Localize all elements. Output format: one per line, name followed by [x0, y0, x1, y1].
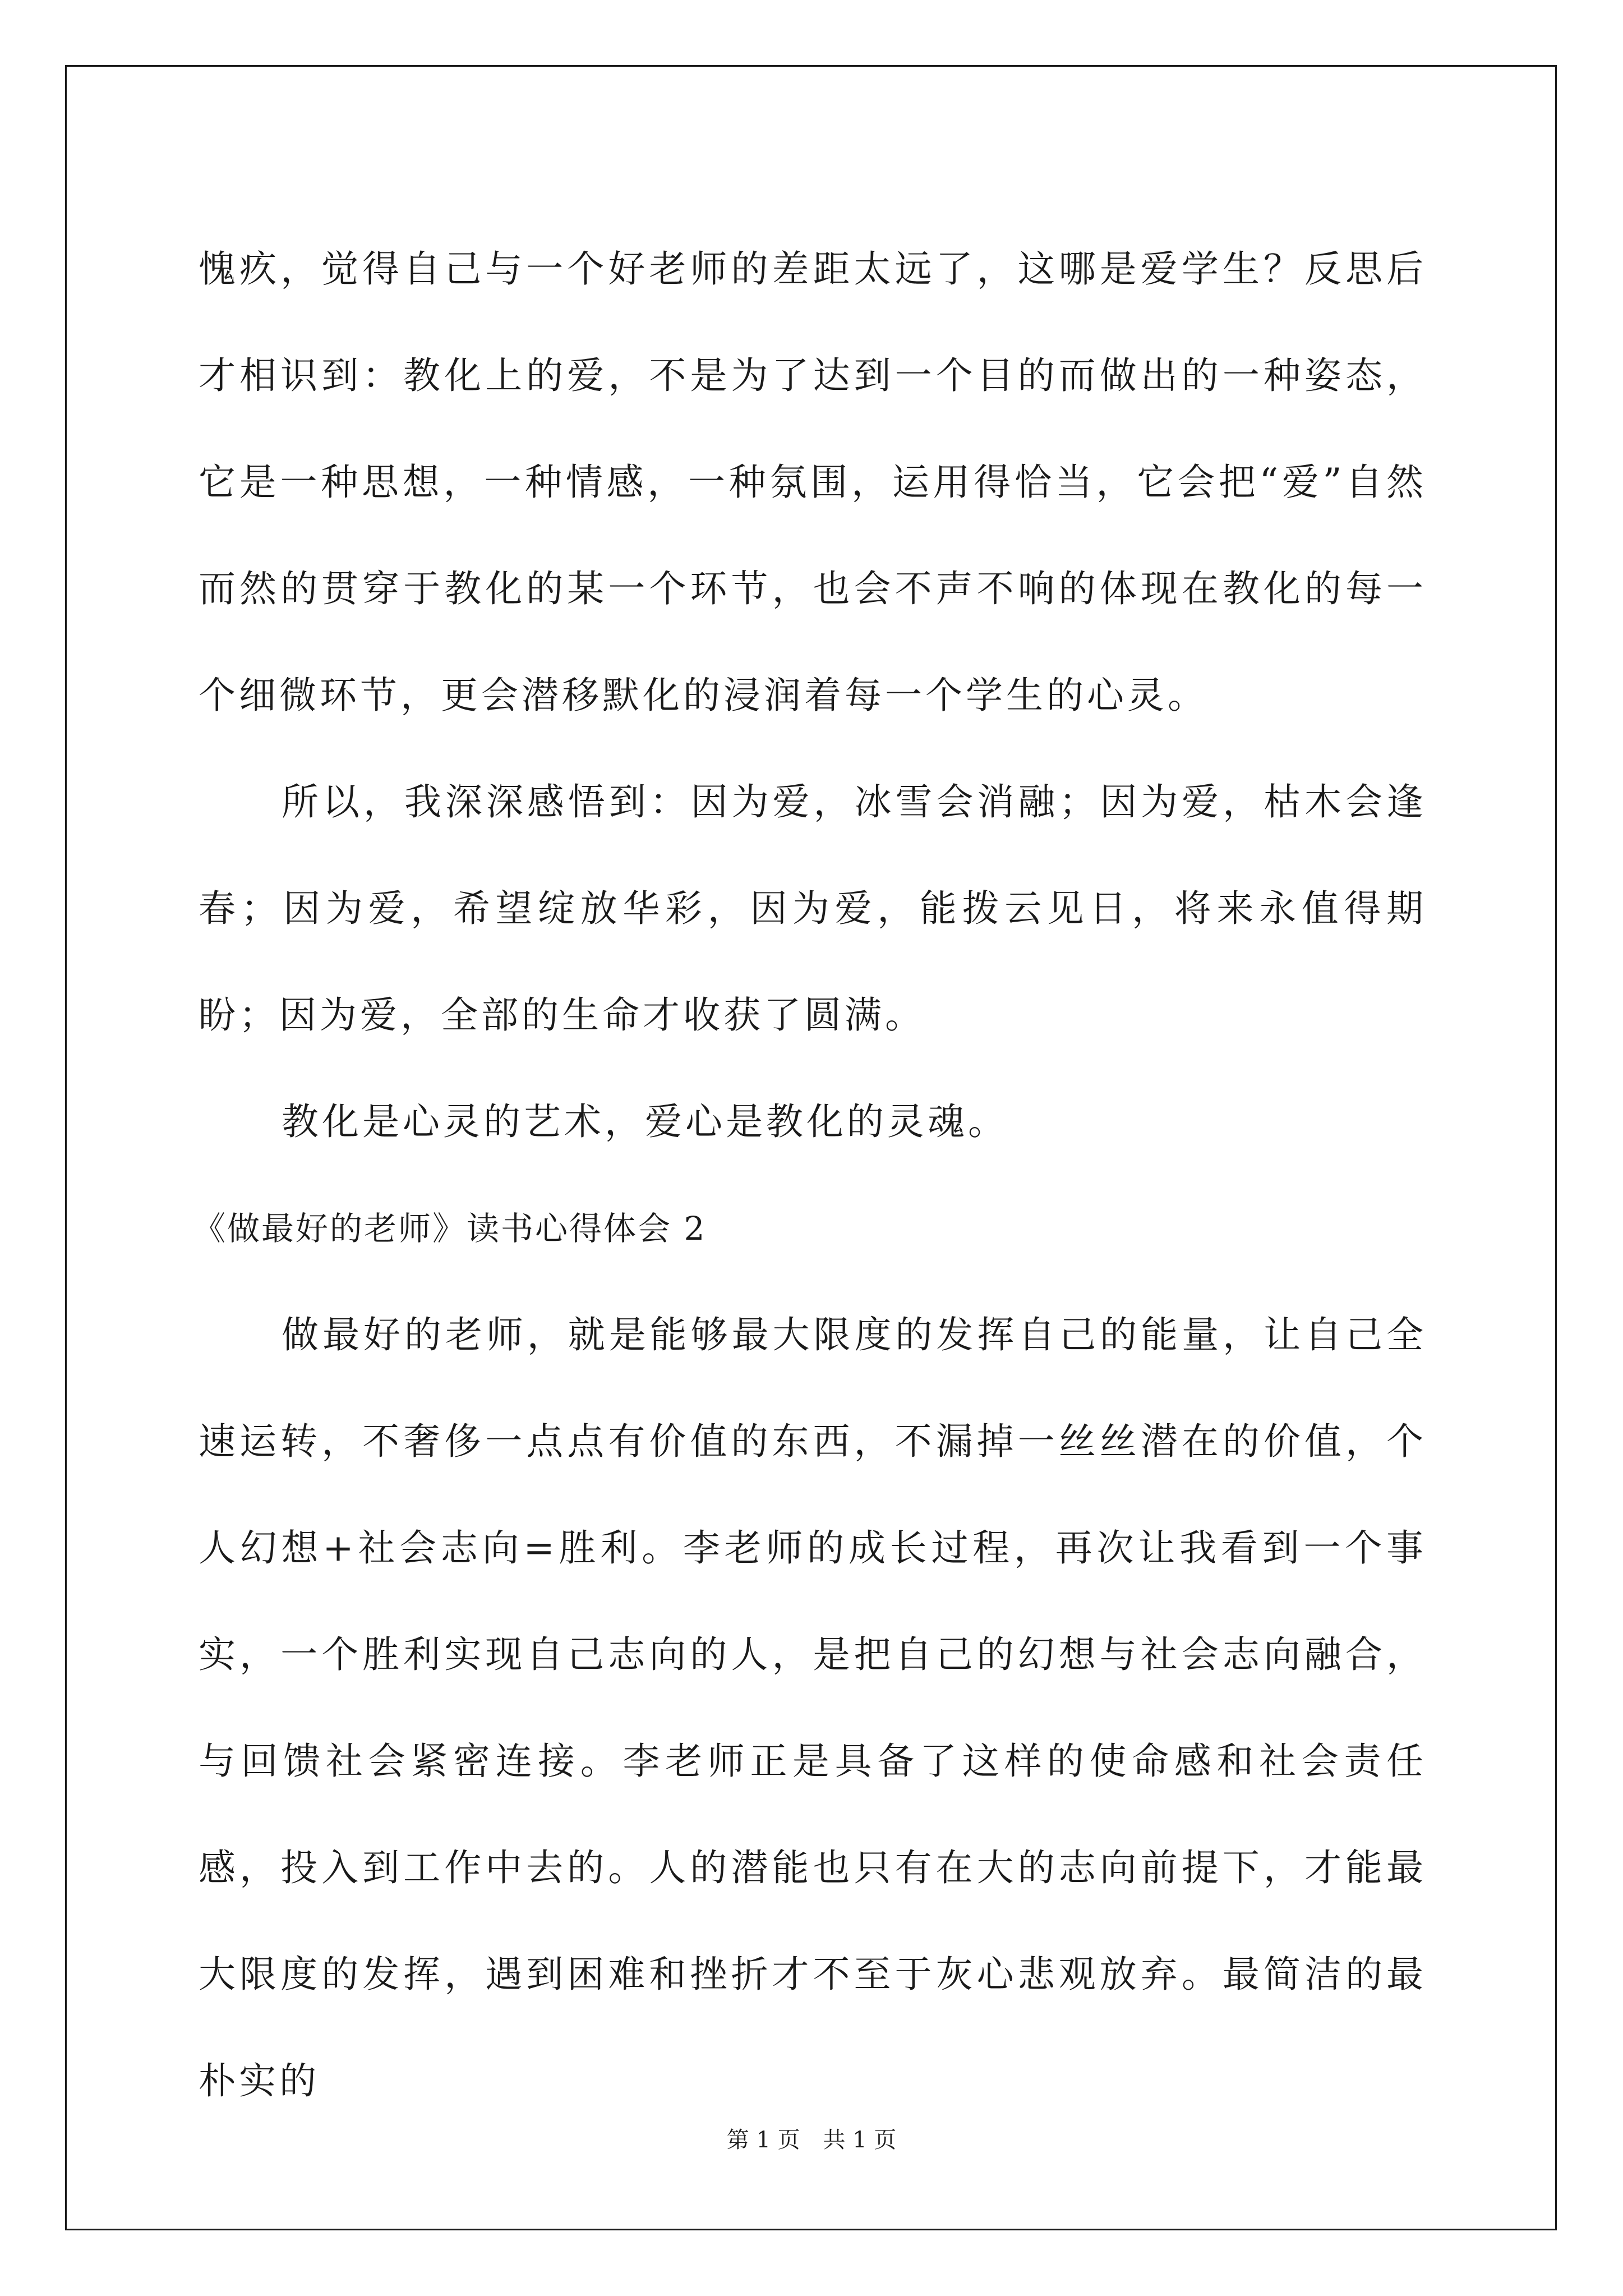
paragraph-education-art: 教化是心灵的艺术，爱心是教化的灵魂。 [282, 1100, 1008, 1143]
page-total: 共 1 页 [823, 2127, 897, 2153]
section-heading: 《做最好的老师》读书心得体会 2 [193, 1209, 707, 1248]
page-footer [0, 2126, 1623, 2154]
paragraph-love-insight: 所以，我深深感悟到：因为爱，冰雪会消融；因为爱，枯木会逢春；因为爱，希望绽放华彩，因为爱，能拨云见日，将来永值得期盼；因为爱，全部的生命才收获了圆满。 [199, 780, 1427, 1037]
paragraph-best-teacher: 做最好的老师，就是能够最大限度的发挥自己的能量，让自己全速运转，不奢侈一点点有价值的东西，不漏掉一丝丝潜在的价值，个人幻想+社会志向=胜利。李老师的成长过程，再次让我看到一个事实，一个胜利实现自己志向的人，是把自己的幻想与社会志向融合，与回馈社会紧密连接。李老师正是具备了这样的使命感和社会责任感，投入到工作中去的。人的潜能也只有在大的志向前提下，才能最大限度的发挥，遇到困难和挫折才不至于灰心悲观放弃。最简洁的最朴实的 [199, 1313, 1427, 2102]
page-number: 第 1 页 [726, 2127, 800, 2153]
paragraph-continuation: 愧疚，觉得自己与一个好老师的差距太远了，这哪是爱学生？反思后才相识到：教化上的爱，不是为了达到一个目的而做出的一种姿态，它是一种思想，一种情感，一种氛围，运用得恰当，它会把“爱”自然而然的贯穿于教化的某一个环节，也会不声不响的体现在教化的每一个细微环节，更会潜移默化的浸润着每一个学生的心灵。 [199, 247, 1427, 717]
document-body [193, 216, 1427, 2134]
